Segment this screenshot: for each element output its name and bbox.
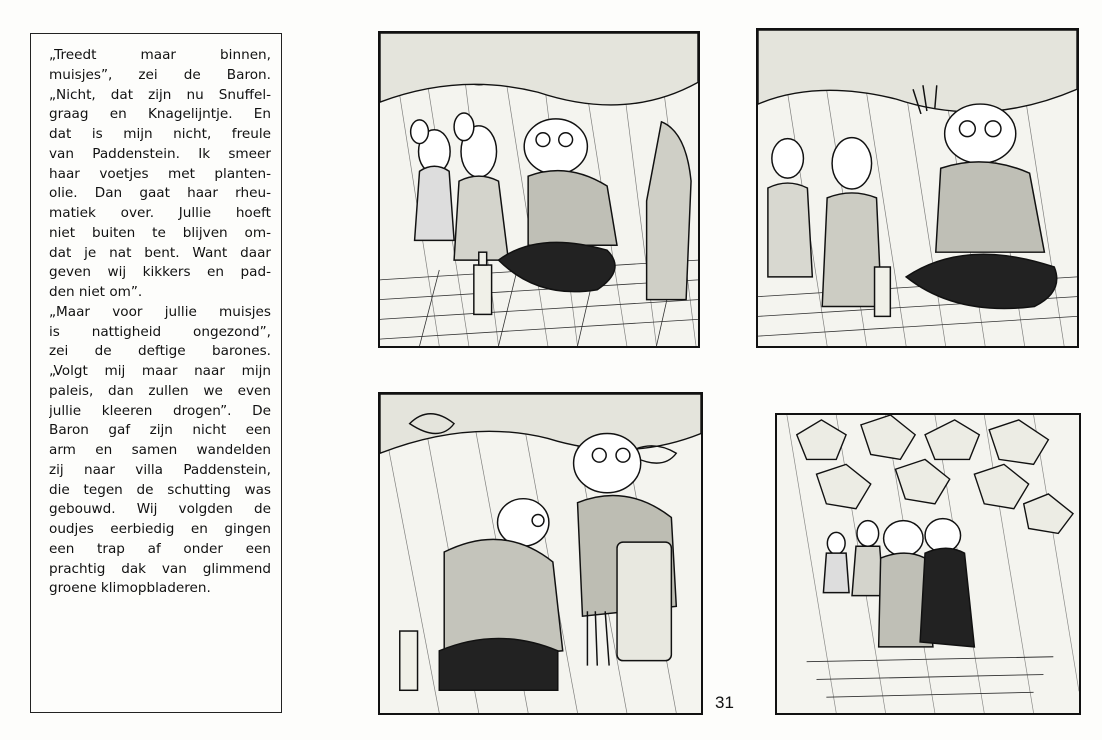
text-line: olie. Dan gaat haar rheu- [49,185,271,202]
text-line: „Treedt maar binnen, [49,47,271,63]
text-line: muisjes”, zei de Baron. [49,66,271,83]
text-line: is nattigheid ongezond”, [49,323,271,340]
text-line: den niet om”. [49,284,143,300]
text-line: zij naar villa Paddenstein, [49,461,271,478]
text-line: zei de deftige barones. [49,343,271,360]
text-line: dat je nat bent. Want daar [49,244,271,261]
text-line: groene klimopbladeren. [49,580,211,597]
text-line: haar voetjes met planten- [49,165,271,182]
story-text [49,46,271,599]
text-line: jullie kleeren drogen”. De [49,402,271,419]
text-line: prachtig dak van glimmend [49,560,271,577]
text-line: paleis, dan zullen we even [49,382,271,399]
illustration-panel-4 [775,413,1081,715]
baron-greeting-illustration [758,30,1077,346]
text-line: van Paddenstein. Ik smeer [49,145,271,162]
text-line: Baron gaf zijn nicht een [49,422,271,439]
illustration-panel-3 [378,392,703,715]
text-line: gebouwd. Wij volgden de [49,501,271,518]
text-line: „Nicht, dat zijn nu Snuffel- [49,86,271,103]
rubbing-feet-illustration [380,394,701,713]
baron-and-mice-illustration [380,33,698,346]
story-text-box [30,33,282,713]
text-line: oudjes eerbiedig en gingen [49,521,271,537]
text-line: een trap af onder een [49,540,271,557]
illustration-panel-2 [756,28,1079,348]
text-line: „Volgt mij maar naar mijn [49,363,271,379]
text-line: die tegen de schutting was [49,481,271,498]
text-line: dat is mijn nicht, freule [49,126,271,142]
text-line: niet buiten te blijven om- [49,224,271,241]
page-number: 31 [715,693,734,712]
ivy-roof-stairs-illustration [777,415,1079,713]
text-line: matiek over. Jullie hoeft [49,205,271,221]
text-line: graag en Knagelijntje. En [49,106,271,123]
illustration-panel-1 [378,31,700,348]
text-line: geven wij kikkers en pad- [49,264,271,281]
text-line: „Maar voor jullie muisjes [49,303,271,320]
text-line: arm en samen wandelden [49,442,271,458]
